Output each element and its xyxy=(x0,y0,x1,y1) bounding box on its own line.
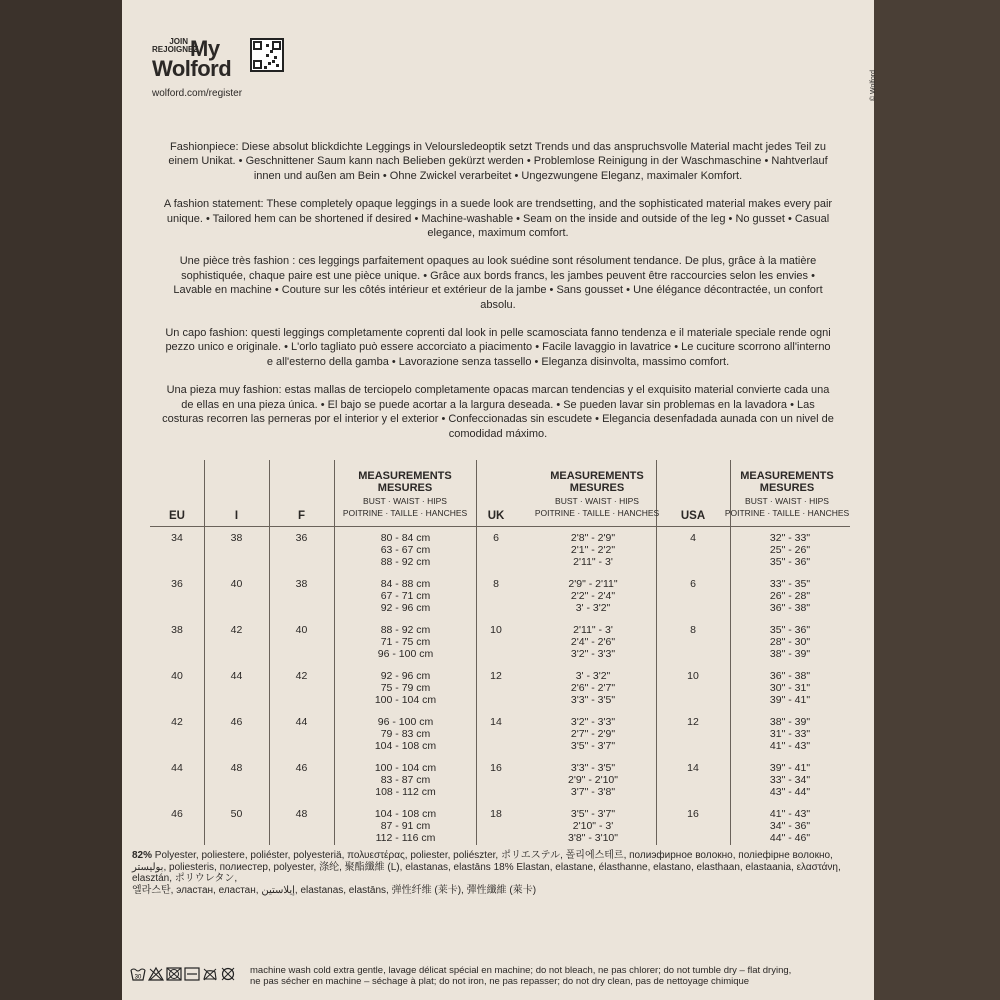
wash-30-icon xyxy=(130,967,146,981)
header-underline xyxy=(477,526,656,527)
measurements-cm xyxy=(335,578,476,614)
f-size: 44 xyxy=(295,716,308,728)
measurements-uk-inches-line: 2'7" - 2'9" xyxy=(570,728,616,740)
uk-size: 8 xyxy=(493,578,499,590)
measurements-usa-inches-line: 39" - 41" xyxy=(769,762,811,774)
measurements-usa-inches-line: 31" - 33" xyxy=(769,728,811,740)
measurements-usa-inches-line: 28" - 30" xyxy=(769,636,811,648)
eu-size: 44 xyxy=(171,762,183,774)
measurements-usa-inches-line: 39" - 41" xyxy=(769,694,811,706)
measurements-header-cm xyxy=(340,470,470,518)
measurements-uk-inches-line: 3'2" - 3'3" xyxy=(570,716,616,728)
usa-size: 10 xyxy=(687,670,699,682)
qr-code-icon[interactable] xyxy=(250,38,284,72)
measurements-uk-inches xyxy=(530,624,656,660)
uk-size: 12 xyxy=(490,670,502,682)
measurements-uk-inches xyxy=(530,532,656,568)
measurements-uk-inches-line: 2'9" - 2'11" xyxy=(568,578,618,590)
usa-size: 16 xyxy=(687,808,699,820)
measurements-usa-inches xyxy=(730,808,850,844)
measurements-usa-inches-line: 36" - 38" xyxy=(769,670,811,682)
measurements-uk-inches-line: 2'8" - 2'9" xyxy=(570,532,616,544)
wolford-register-block xyxy=(152,38,302,118)
measurements-usa-inches xyxy=(730,716,850,752)
description-it: Un capo fashion: questi leggings completamente coprenti dal look in pelle scamosciata fanno tendenza e il materiale speciale rende ogni pezzo unico e originale. • L'orlo tagliato può essere accorciato a piacimento • Facile lavaggio in lavatrice • Le cuciture scorrono all'interno e all'esterno della gamba • Lavorazione senza tassello • Eleganza disinvolta, massimo comfort. xyxy=(165,327,831,368)
measurements-cm xyxy=(335,624,476,660)
measurements-sub-fr: POITRINE · TAILLE · HANCHES xyxy=(342,508,468,518)
measurements-header-usa xyxy=(722,470,852,518)
measurements-uk-inches xyxy=(530,716,656,752)
header-underline xyxy=(731,526,850,527)
table-row xyxy=(150,762,850,808)
no-bleach-icon xyxy=(148,967,164,981)
measurements-title: MEASUREMENTS xyxy=(740,470,834,482)
measurements-uk-inches-line: 2'9" - 2'10" xyxy=(568,774,618,786)
measurements-cm-line: 96 - 100 cm xyxy=(377,648,434,660)
measurements-uk-inches-line: 2'6" - 2'7" xyxy=(570,682,616,694)
measurements-cm xyxy=(335,716,476,752)
header-underline xyxy=(657,526,730,527)
measurements-uk-inches-line: 3' - 3'2" xyxy=(575,670,611,682)
measurements-uk-inches-line: 3'5" - 3'7" xyxy=(570,808,616,820)
table-row xyxy=(150,716,850,762)
measurements-usa-inches xyxy=(730,670,850,706)
measurements-sub-fr: POITRINE · TAILLE · HANCHES xyxy=(724,508,850,518)
eu-size: 38 xyxy=(171,624,183,636)
header-i: I xyxy=(234,510,239,522)
measurements-sub-en: BUST · WAIST · HIPS xyxy=(745,496,829,506)
i-size: 50 xyxy=(230,808,243,820)
measurements-cm-line: 83 - 87 cm xyxy=(380,774,431,786)
header-underline xyxy=(150,526,204,527)
measurements-usa-inches-line: 38" - 39" xyxy=(769,648,811,660)
measurements-usa-inches-line: 38" - 39" xyxy=(769,716,811,728)
measurements-cm-line: 96 - 100 cm xyxy=(377,716,434,728)
no-iron-icon xyxy=(202,967,218,981)
mesures-title: MESURES xyxy=(759,482,815,494)
measurements-cm-line: 75 - 79 cm xyxy=(380,682,431,694)
measurements-uk-inches-line: 3'7" - 3'8" xyxy=(570,786,616,798)
measurements-uk-inches-line: 2'10" - 3' xyxy=(572,820,614,832)
usa-size: 12 xyxy=(687,716,699,728)
eu-size: 34 xyxy=(171,532,183,544)
usa-size: 14 xyxy=(687,762,699,774)
my-text: My xyxy=(190,36,220,61)
composition-pct-1: 82% xyxy=(132,850,153,861)
measurements-cm-line: 104 - 108 cm xyxy=(374,740,437,752)
background-left xyxy=(0,0,122,1000)
uk-size: 14 xyxy=(490,716,502,728)
measurements-cm-line: 112 - 116 cm xyxy=(375,832,436,844)
i-size: 48 xyxy=(230,762,243,774)
measurements-uk-inches-line: 2'11" - 3' xyxy=(573,624,613,636)
fiber-composition xyxy=(132,850,872,896)
measurements-uk-inches-line: 3'5" - 3'7" xyxy=(570,740,616,752)
measurements-usa-inches-line: 35" - 36" xyxy=(769,624,811,636)
composition-line-1 xyxy=(132,850,872,862)
size-table xyxy=(150,460,850,850)
measurements-title: MEASUREMENTS xyxy=(550,470,644,482)
measurements-usa-inches xyxy=(730,624,850,660)
measurements-usa-inches-line: 35" - 36" xyxy=(769,556,811,568)
measurements-uk-inches-line: 2'4" - 2'6" xyxy=(570,636,616,648)
no-tumble-dry-icon xyxy=(166,967,182,981)
measurements-usa-inches xyxy=(730,532,850,568)
header-underline xyxy=(335,526,476,527)
no-dry-clean-icon xyxy=(220,967,236,981)
uk-size: 18 xyxy=(490,808,502,820)
label-card xyxy=(122,0,877,1000)
table-row xyxy=(150,808,850,854)
uk-size: 6 xyxy=(493,532,499,544)
composition-line-2: بوليستر, poliesteris, полиестер, polyester, 涤纶, 聚酯纖維 (L), elastanas, elastāns 18% Elastan, elastane, élasthanne, elastano, elasthaan, elastaania, ελαστάνη, elasztán, ポリウレタン, xyxy=(132,861,841,884)
measurements-header-uk xyxy=(532,470,662,518)
measurements-usa-inches-line: 30" - 31" xyxy=(769,682,811,694)
register-url[interactable]: wolford.com/register xyxy=(152,88,243,99)
measurements-usa-inches-line: 34" - 36" xyxy=(769,820,811,832)
measurements-cm-line: 108 - 112 cm xyxy=(375,786,436,798)
measurements-cm xyxy=(335,808,476,844)
header-usa: USA xyxy=(680,510,706,522)
measurements-usa-inches-line: 36" - 38" xyxy=(769,602,811,614)
measurements-usa-inches-line: 43" - 44" xyxy=(769,786,811,798)
header-uk: UK xyxy=(487,510,505,522)
eu-size: 36 xyxy=(171,578,183,590)
header-eu: EU xyxy=(169,510,185,522)
i-size: 40 xyxy=(230,578,243,590)
rejoignez-label: REJOIGNEZ xyxy=(152,45,199,54)
measurements-uk-inches xyxy=(530,670,656,706)
header-underline xyxy=(205,526,269,527)
table-row xyxy=(150,624,850,670)
header-f: F xyxy=(297,510,306,522)
join-label: JOIN xyxy=(169,37,188,46)
measurements-cm xyxy=(335,762,476,798)
measurements-cm-line: 63 - 67 cm xyxy=(380,544,431,556)
f-size: 40 xyxy=(295,624,308,636)
table-row xyxy=(150,578,850,624)
f-size: 42 xyxy=(295,670,308,682)
measurements-cm xyxy=(335,670,476,706)
table-row xyxy=(150,532,850,578)
f-size: 46 xyxy=(295,762,308,774)
eu-size: 40 xyxy=(171,670,183,682)
usa-size: 4 xyxy=(690,532,696,544)
measurements-usa-inches xyxy=(730,762,850,798)
care-line-2: ne pas sécher en machine – séchage à plat; do not iron, ne pas repasser; do not dry clean, pas de nettoyage chimique xyxy=(250,976,750,987)
measurements-title: MEASUREMENTS xyxy=(358,470,452,482)
measurements-cm-line: 79 - 83 cm xyxy=(380,728,431,740)
mesures-title: MESURES xyxy=(569,482,625,494)
measurements-cm-line: 100 - 104 cm xyxy=(374,694,437,706)
usa-size: 8 xyxy=(690,624,696,636)
composition-text-1: Polyester, poliestere, poliéster, polyesteriä, πολυεστέρας, poliester, poliészter, ポリエステル, 폴리에스테르, полиэфирное волокно, поліефірне волокно, xyxy=(154,850,833,861)
copyright-text: © Wolford xyxy=(870,70,877,102)
measurements-usa-inches-line: 41" - 43" xyxy=(769,740,811,752)
measurements-cm-line: 104 - 108 cm xyxy=(374,808,437,820)
join-text xyxy=(152,37,199,54)
measurements-cm-line: 100 - 104 cm xyxy=(374,762,437,774)
measurements-usa-inches-line: 44" - 46" xyxy=(769,832,811,844)
wash-temp: 30 xyxy=(134,974,142,981)
f-size: 38 xyxy=(295,578,308,590)
i-size: 42 xyxy=(230,624,243,636)
flat-dry-icon xyxy=(184,967,200,981)
care-text xyxy=(250,965,870,987)
background-right xyxy=(874,0,1000,1000)
eu-size: 42 xyxy=(171,716,183,728)
uk-size: 16 xyxy=(490,762,502,774)
measurements-uk-inches-line: 3' - 3'2" xyxy=(575,602,611,614)
measurements-cm-line: 88 - 92 cm xyxy=(380,556,431,568)
usa-size: 6 xyxy=(690,578,696,590)
description-fr: Une pièce très fashion : ces leggings parfaitement opaques au look suédine sont résolument tendance. De plus, grâce à la matière sophistiquée, chaque paire est une pièce unique. • Grâce aux bords francs, les jambes peuvent être raccourcies selon les envies • Lavable en machine • Couture sur les côtés intérieur et extérieur de la jambe • Sans gousset • Une élégance décontractée, un confort absolu. xyxy=(173,255,823,311)
measurements-sub-fr: POITRINE · TAILLE · HANCHES xyxy=(534,508,660,518)
measurements-uk-inches-line: 3'2" - 3'3" xyxy=(570,648,616,660)
measurements-uk-inches xyxy=(530,808,656,844)
measurements-uk-inches-line: 2'11" - 3' xyxy=(573,556,613,568)
measurements-cm-line: 84 - 88 cm xyxy=(380,578,431,590)
measurements-uk-inches xyxy=(530,762,656,798)
measurements-usa-inches-line: 25" - 26" xyxy=(769,544,811,556)
i-size: 44 xyxy=(230,670,243,682)
care-line-1: machine wash cold extra gentle, lavage délicat spécial en machine; do not bleach, ne pas chlorer; do not tumble dry – flat drying, xyxy=(250,965,792,976)
measurements-cm-line: 71 - 75 cm xyxy=(380,636,431,648)
table-row xyxy=(150,670,850,716)
measurements-usa-inches-line: 33" - 34" xyxy=(769,774,811,786)
measurements-cm-line: 87 - 91 cm xyxy=(380,820,431,832)
measurements-cm-line: 67 - 71 cm xyxy=(380,590,431,602)
description-es: Una pieza muy fashion: estas mallas de terciopelo completamente opacas marcan tendencias y el exquisito material convierte cada una de ellas en una pieza única. • El bajo se puede acortar a la largura deseada. • Se pueden lavar sin problemas en la lavadora • Las costuras recorren las perneras por el interior y el exterior • Confeccionadas sin escudete • Elegancia desenfadada aunada con un nivel de comodidad máximo. xyxy=(162,384,834,440)
measurements-sub-en: BUST · WAIST · HIPS xyxy=(363,496,447,506)
measurements-usa-inches-line: 26" - 28" xyxy=(769,590,811,602)
measurements-cm-line: 80 - 84 cm xyxy=(380,532,431,544)
measurements-uk-inches-line: 2'2" - 2'4" xyxy=(570,590,616,602)
measurements-cm-line: 92 - 96 cm xyxy=(380,670,431,682)
measurements-cm xyxy=(335,532,476,568)
measurements-uk-inches-line: 3'3" - 3'5" xyxy=(570,694,616,706)
brand-logo: Wolford xyxy=(152,56,232,81)
descriptions xyxy=(122,140,874,455)
measurements-uk-inches-line: 3'8" - 3'10" xyxy=(568,832,618,844)
mesures-title: MESURES xyxy=(377,482,433,494)
description-en: A fashion statement: These completely opaque leggings in a suede look are trendsetting, and the sophisticated material makes every pair unique. • Tailored hem can be shortened if desired • Machine-washable • Seam on the inside and outside of the leg • No gusset • Casual elegance, maximum comfort. xyxy=(163,198,833,240)
i-size: 38 xyxy=(230,532,243,544)
measurements-cm-line: 92 - 96 cm xyxy=(380,602,431,614)
measurements-uk-inches-line: 3'3" - 3'5" xyxy=(570,762,616,774)
i-size: 46 xyxy=(230,716,243,728)
composition-line-3: 엘라스탄, эластан, еластан, إيلاستين, elastanas, elastāns, 弹性纤维 (莱卡), 彈性纖維 (萊卡) xyxy=(132,884,537,896)
eu-size: 46 xyxy=(171,808,183,820)
measurements-uk-inches xyxy=(530,578,656,614)
measurements-cm-line: 88 - 92 cm xyxy=(380,624,431,636)
f-size: 36 xyxy=(295,532,308,544)
measurements-usa-inches-line: 41" - 43" xyxy=(769,808,811,820)
measurements-usa-inches-line: 33" - 35" xyxy=(769,578,811,590)
measurements-usa-inches xyxy=(730,578,850,614)
care-icons xyxy=(130,965,234,989)
f-size: 48 xyxy=(295,808,308,820)
measurements-usa-inches-line: 32" - 33" xyxy=(769,532,811,544)
header-underline xyxy=(270,526,334,527)
uk-size: 10 xyxy=(490,624,502,636)
description-de: Fashionpiece: Diese absolut blickdichte Leggings in Veloursledeoptik setzt Trends und das anspruchsvolle Material macht jedes Teil zu einem Unikat. • Geschnittener Saum kann nach Belieben gekürzt werden • Problemlose Reinigung in der Waschmaschine • Nahtverlauf innen und außen am Bein • Ohne Zwickel verarbeitet • Ungezwungene Eleganz, maximaler Komfort. xyxy=(168,141,828,182)
measurements-uk-inches-line: 2'1" - 2'2" xyxy=(570,544,616,556)
measurements-sub-en: BUST · WAIST · HIPS xyxy=(555,496,639,506)
